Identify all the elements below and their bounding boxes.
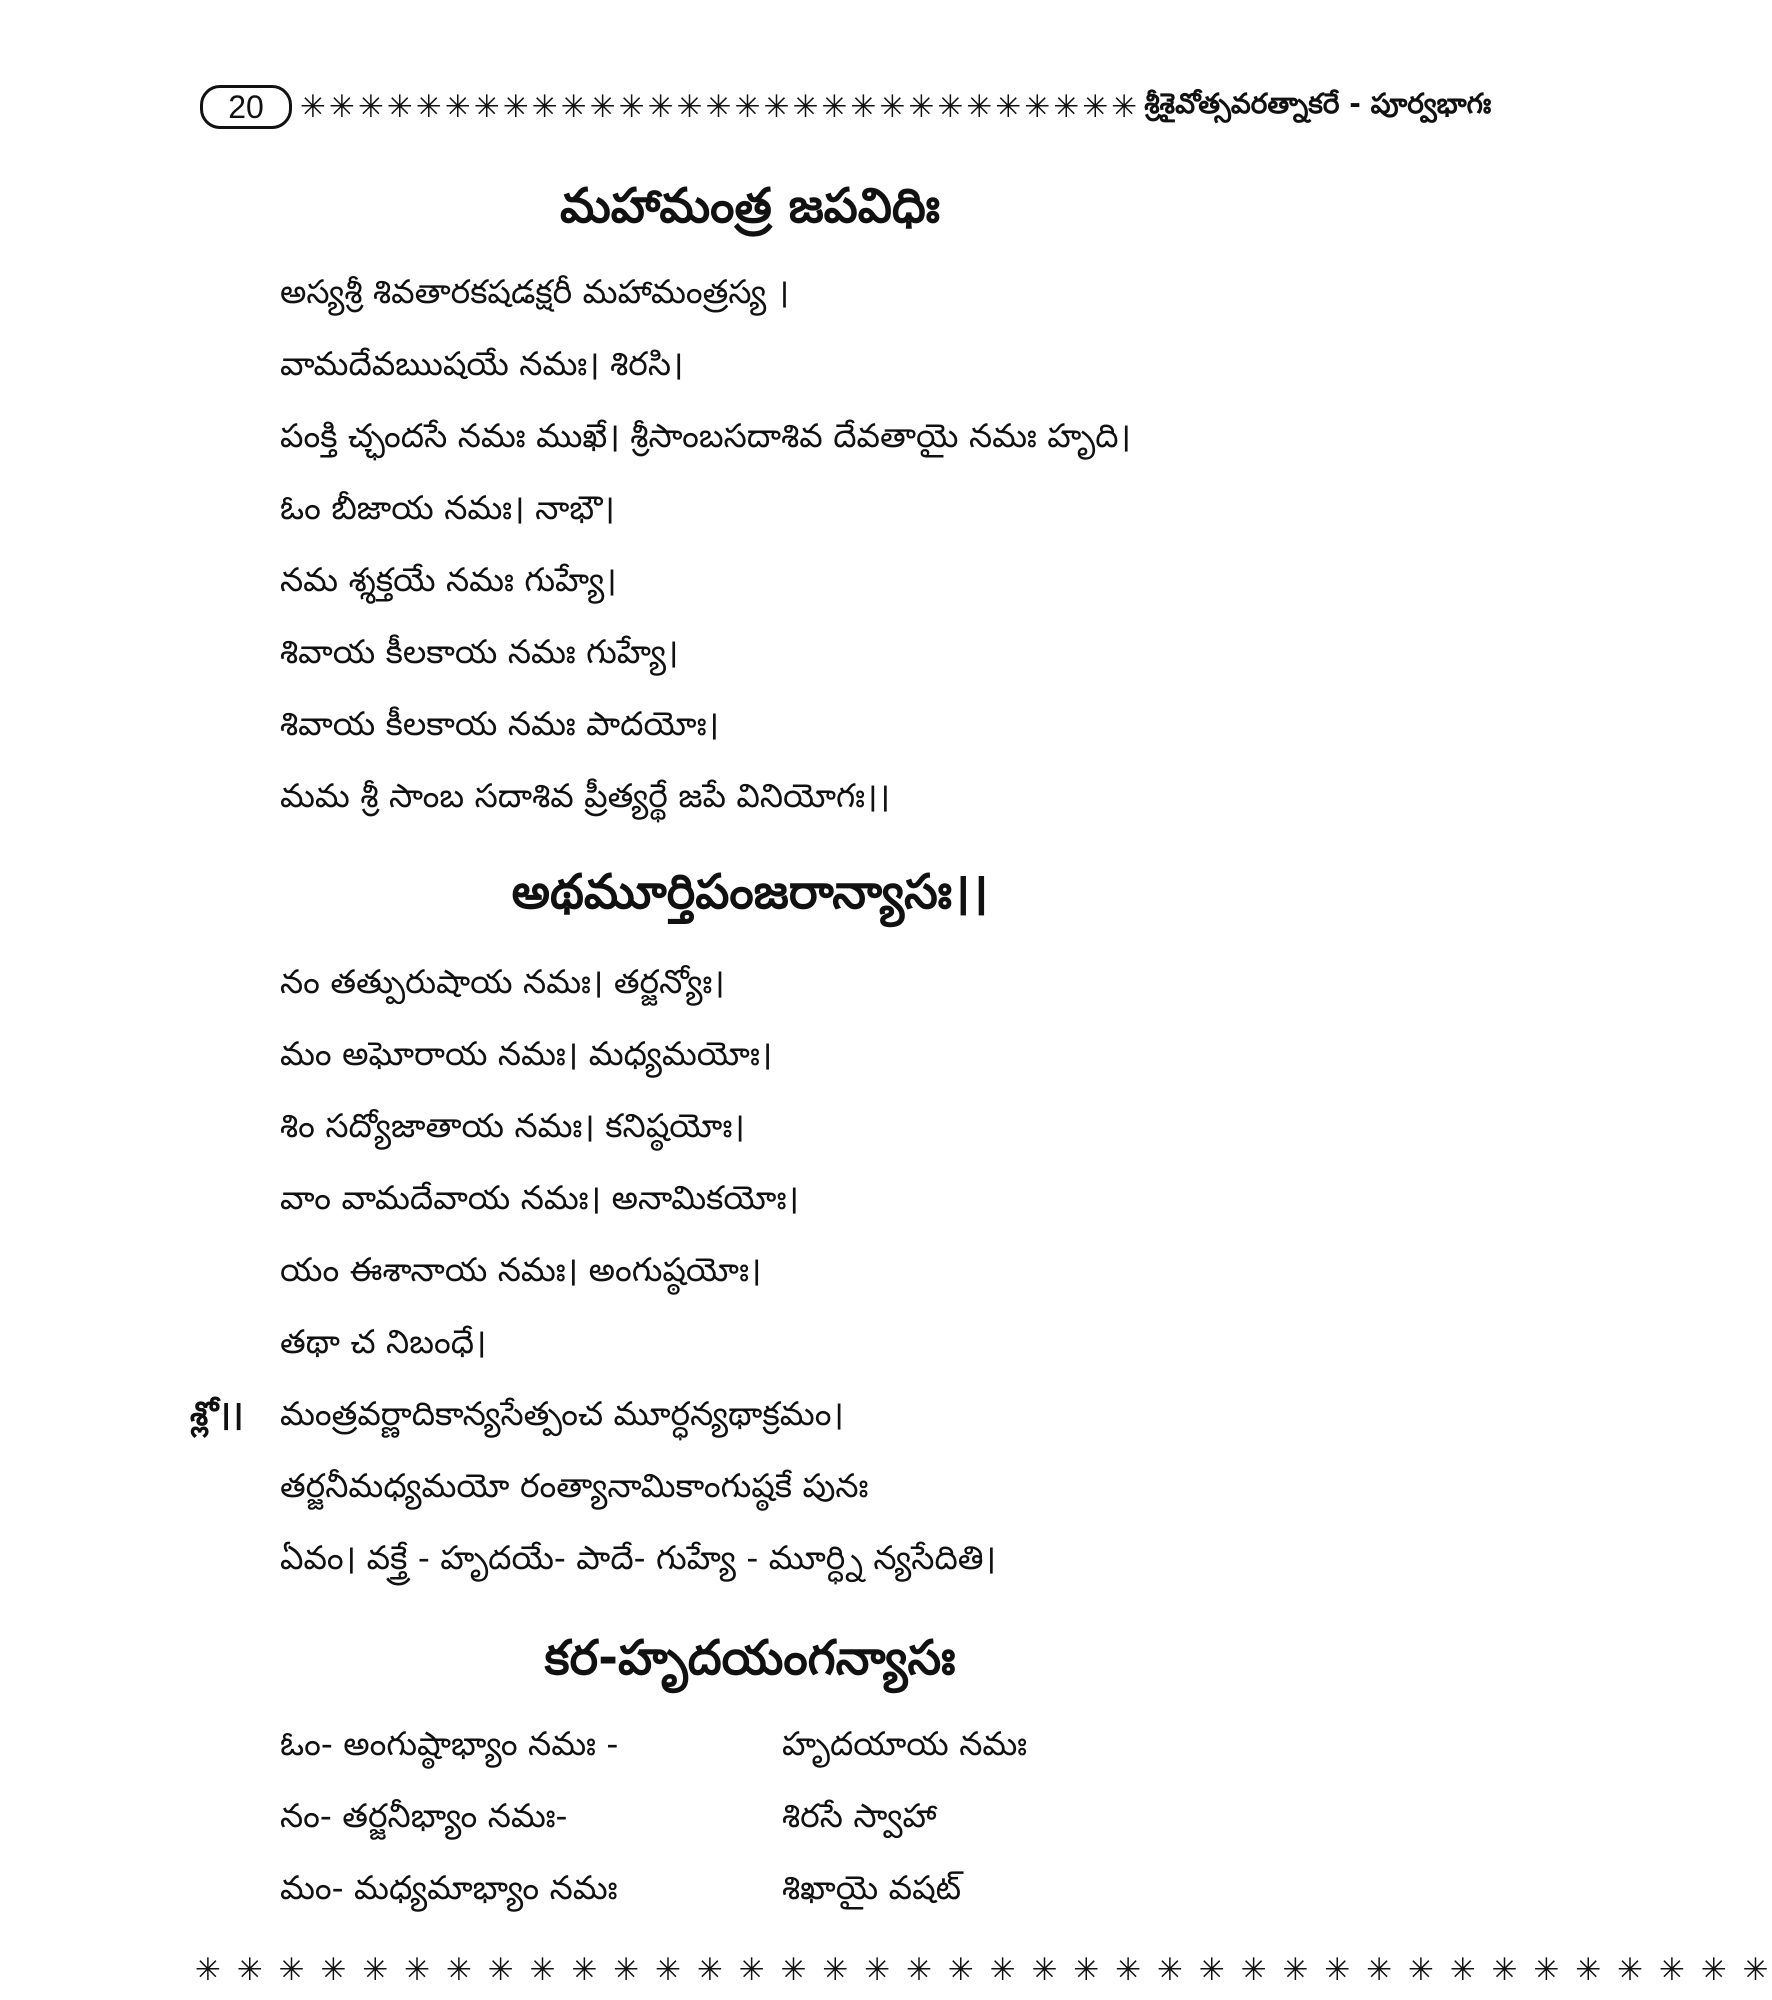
text-line: తథా చ నిబంధే। bbox=[280, 1322, 487, 1361]
sloka-marker: శ్లో।। bbox=[190, 1394, 244, 1433]
footer-star-ornament: ✳ ✳ ✳ ✳ ✳ ✳ ✳ ✳ ✳ ✳ ✳ ✳ ✳ ✳ ✳ ✳ ✳ ✳ ✳ ✳ ✳ ✳ ✳ ✳ ✳ ✳ ✳ ✳ ✳ ✳ ✳ ✳ ✳ ✳ ✳ ✳ ✳ ✳ bbox=[195, 1952, 1772, 1988]
text-line: యం ఈశానాయ నమః। అంగుష్ఠయోః। bbox=[280, 1250, 762, 1289]
nyasa-left: నం- తర్జనీభ్యాం నమః- bbox=[280, 1796, 568, 1835]
text-line: శివాయ కీలకాయ నమః గుహ్యే। bbox=[280, 632, 679, 671]
nyasa-right: శిఖాయై వషట్ bbox=[782, 1868, 962, 1907]
text-line: నం తత్పురుషాయ నమః। తర్జన్యోః। bbox=[280, 962, 725, 1001]
heading-murti-panjara-nyasa: అథమూర్తిపంజరాన్యాసః।। bbox=[511, 864, 989, 920]
nyasa-left: ఓం- అంగుష్ఠాభ్యాం నమః - bbox=[280, 1724, 619, 1763]
text-line: శిం సద్యోజాతాయ నమః। కనిష్ఠయోః। bbox=[280, 1106, 745, 1145]
running-title: శ్రీశైవోత్సవరత్నాకరే - పూర్వభాగః bbox=[1144, 87, 1492, 120]
nyasa-right: శిరసే స్వాహా bbox=[782, 1796, 937, 1835]
page-header bbox=[200, 82, 1492, 132]
text-line: మమ శ్రీ సాంబ సదాశివ ప్రీత్యర్థే జపే వినియోగః।। bbox=[280, 776, 891, 815]
nyasa-left: మం- మధ్యమాభ్యాం నమః bbox=[280, 1868, 618, 1907]
heading-kara-hrdaya-nyasa: కర-హృదయంగన్యాసః bbox=[544, 1630, 956, 1686]
text-line: నమ శ్శక్తయే నమః గుహ్యే। bbox=[280, 560, 617, 599]
text-line: వాం వామదేవాయ నమః। అనామికయోః। bbox=[280, 1178, 800, 1217]
text-line: మం అఘోరాయ నమః। మధ్యమయోః। bbox=[280, 1034, 773, 1073]
page-number: 20 bbox=[200, 85, 292, 129]
sloka-line: మంత్రవర్ణాదికాన్యసేత్పంచ మూర్ధన్యథాక్రమం। bbox=[280, 1394, 844, 1433]
text-line: వామదేవఋషయే నమః। శిరసి। bbox=[280, 344, 684, 383]
heading-mahamantra-japavidhi: మహామంత్ర జపవిధిః bbox=[559, 178, 941, 234]
text-line: పంక్తి చ్ఛందసే నమః ముఖే। శ్రీసాంబసదాశివ దేవతాయై నమః హృది। bbox=[280, 416, 1132, 455]
nyasa-right: హృదయాయ నమః bbox=[782, 1724, 1028, 1763]
text-line: శివాయ కీలకాయ నమః పాదయోః। bbox=[280, 704, 720, 743]
text-line: ఓం బీజాయ నమః। నాభౌ। bbox=[280, 488, 615, 527]
sloka-line: తర్జనీమధ్యమయో రంత్యానామికాంగుష్ఠకే పునః bbox=[280, 1466, 869, 1505]
header-star-ornament: ✳✳✳✳✳✳✳✳✳✳✳✳✳✳✳✳✳✳✳✳✳✳✳✳✳✳✳✳✳ bbox=[300, 89, 1141, 125]
text-line: అస్యశ్రీ శివతారకషడక్షరీ మహామంత్రస్య । bbox=[280, 272, 790, 311]
sloka-line: ఏవం। వక్త్రే - హృదయే- పాదే- గుహ్యే - మూర్ధ్ని న్యసేదితి। bbox=[280, 1538, 997, 1577]
